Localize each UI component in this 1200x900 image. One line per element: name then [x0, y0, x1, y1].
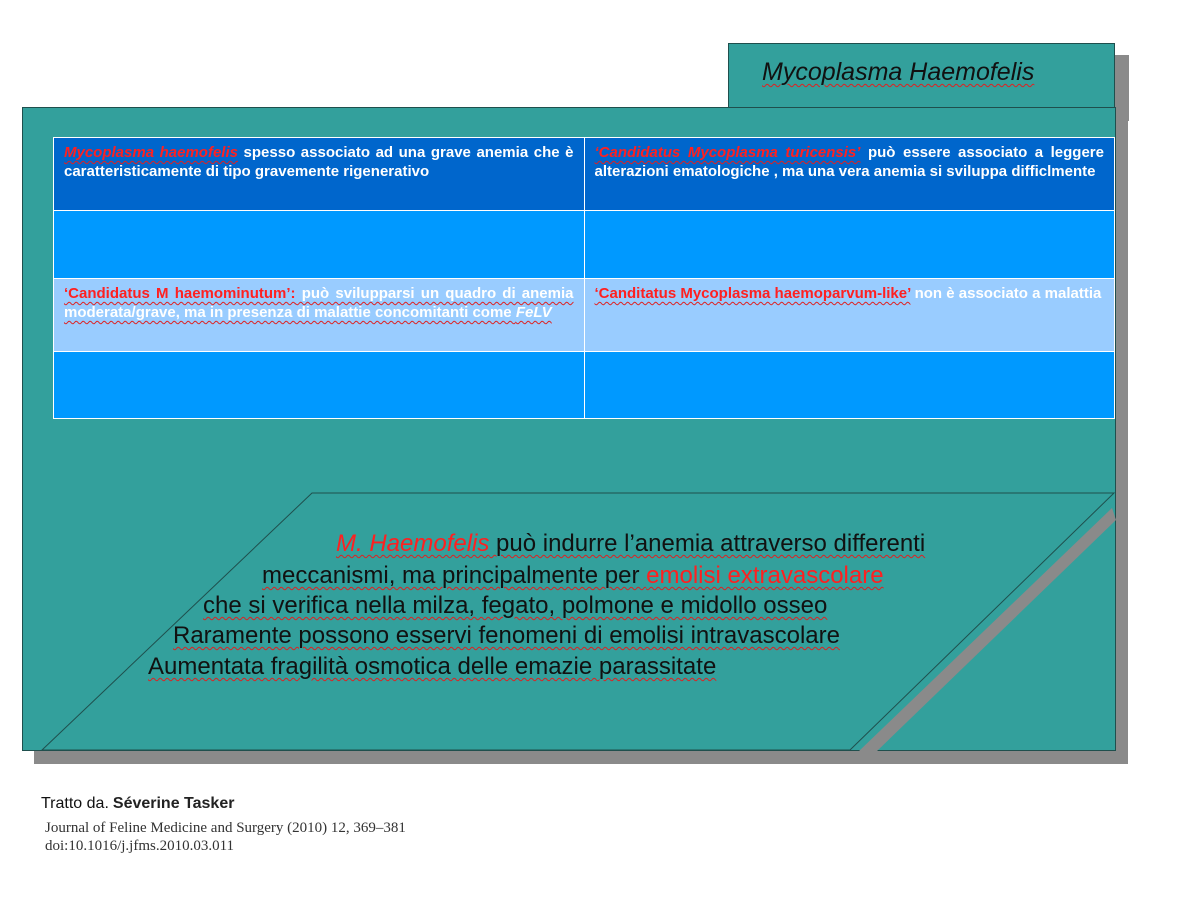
felv-text: FeLV: [515, 304, 552, 321]
citation-prefix: Tratto da.: [41, 795, 109, 812]
cell-text: spesso associato ad una grave anemia che è caratteristicamente di tipo gravemente rigenerativo: [64, 144, 574, 180]
citation-author: Séverine Tasker: [112, 795, 235, 812]
citation-doi: doi:10.1016/j.jfms.2010.03.011: [45, 838, 235, 854]
species-name: ‘Candidatus Mycoplasma turicensis’: [594, 144, 861, 161]
cell-text: non è associato a malattia: [910, 285, 1102, 302]
cell-text: può svilupparsi un quadro di anemia moderata/grave, ma in presenza di malattie concomitanti come: [64, 285, 574, 321]
paragraph-line-5: Aumentata fragilità osmotica delle emazie parassitate: [148, 653, 717, 680]
citation-line: [41, 795, 234, 813]
line-text: può indurre l’anemia attraverso differenti: [489, 530, 926, 557]
paragraph-line-4: Raramente possono esservi fenomeni di emolisi intravascolare: [173, 622, 840, 649]
paragraph-line-2: [262, 562, 884, 590]
highlight-text: emolisi extravascolare: [646, 562, 884, 589]
paragraph-line-1: [336, 530, 925, 558]
paragraph-line-3: che si verifica nella milza, fegato, polmone e midollo osseo: [203, 592, 828, 619]
species-name: ‘Canditatus Mycoplasma haemoparvum-like’: [594, 285, 911, 302]
species-name: ‘Candidatus M haemominutum’:: [64, 285, 296, 302]
line-text: meccanismi, ma principalmente per: [262, 562, 647, 589]
species-name: M. Haemofelis: [336, 530, 490, 557]
slide-title: Mycoplasma Haemofelis: [762, 58, 1035, 86]
citation-journal: Journal of Feline Medicine and Surgery (2010) 12, 369–381: [45, 820, 406, 836]
cell-text: può essere associato a leggere alterazioni ematologiche , ma una vera anemia si sviluppa difficlmente: [594, 144, 1104, 180]
species-name: Mycoplasma haemofelis: [64, 144, 238, 161]
